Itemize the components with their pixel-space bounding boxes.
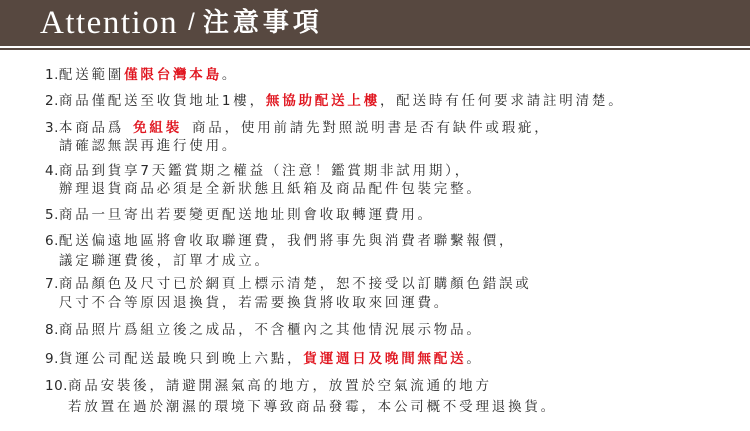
notice-line (59, 251, 515, 271)
notice-text: 商品一旦寄出若要變更配送地址則會收取轉運費用。 (58, 207, 434, 223)
notice-text: 若放置在過於潮濕的環境下導致商品發霉，本公司概不受理退換貨。 (67, 399, 557, 415)
notice-text: 商品顏色及尺寸已於網頁上標示清楚，恕不接受以訂購顏色錯誤或 (58, 276, 532, 292)
notice-item-1 (45, 66, 238, 84)
notice-item-6 (45, 231, 515, 271)
notice-body (59, 206, 434, 224)
notice-text: 貨運公司配送最晚只到晚上六點， (58, 351, 304, 367)
notice-text: 商品安裝後，請避開濕氣高的地方，放置於空氣流通的地方 (67, 378, 492, 394)
notice-line (68, 376, 557, 397)
notice-line (59, 66, 238, 84)
notice-line (59, 119, 551, 137)
notice-number: 1. (45, 67, 59, 83)
page-title (40, 0, 323, 46)
notice-highlight: 僅限台灣本島 (124, 67, 222, 83)
notice-body (59, 66, 238, 84)
notice-body (59, 92, 625, 110)
notice-line (59, 92, 625, 110)
notice-text: 配送偏遠地區將會收取聯運費，我們將事先與消費者聯繫報價， (58, 233, 516, 249)
notice-body (59, 275, 532, 313)
notice-number: 4. (45, 163, 59, 179)
notice-body (59, 162, 483, 198)
notice-item-2 (45, 92, 625, 110)
notice-number: 9. (45, 351, 59, 367)
notice-text: 辦理退貨商品必須是全新狀態且紙箱及商品配件包裝完整。 (58, 181, 483, 197)
header-divider (0, 48, 750, 50)
notice-item-3 (45, 119, 551, 155)
notice-number: 3. (45, 120, 59, 136)
notice-line (59, 294, 532, 313)
notice-number: 2. (45, 93, 59, 109)
notice-line (59, 162, 483, 180)
notice-line (59, 231, 515, 251)
notice-text: 商品到貨享7天鑑賞期之權益（注意！鑑賞期非試用期）， (58, 163, 472, 179)
notice-text: 尺寸不合等原因退換貨，若需要換貨將收取來回運費。 (58, 295, 451, 311)
notice-item-10 (45, 376, 557, 418)
notice-text: 。 (466, 351, 483, 367)
notice-item-5 (45, 206, 434, 224)
notice-highlight: 貨運週日及晚間無配送 (303, 351, 467, 367)
notice-text: 請確認無誤再進行使用。 (58, 138, 239, 154)
notice-text: 議定聯運費後，訂單才成立。 (58, 253, 271, 269)
notice-line (59, 137, 551, 155)
notice-text: 本商品爲 (58, 120, 125, 136)
notice-highlight: 無協助配送上樓 (265, 93, 380, 109)
notice-text: 商品照片爲組立後之成品，不含櫃內之其他情況展示物品。 (58, 322, 483, 338)
notice-number: 5. (45, 207, 59, 223)
notice-line (59, 275, 532, 294)
title-separator: / (188, 9, 195, 36)
notice-item-4 (45, 162, 483, 198)
notice-item-8 (45, 321, 483, 339)
notice-body (59, 321, 483, 339)
notice-body (68, 376, 557, 418)
notice-item-9 (45, 350, 483, 368)
notice-item-7 (45, 275, 532, 313)
notice-line (59, 321, 483, 339)
header-bar (0, 0, 750, 46)
notice-number: 6. (45, 233, 59, 249)
notice-line (59, 180, 483, 198)
notice-text: 。 (221, 67, 239, 83)
notice-number: 10. (45, 378, 68, 394)
notice-highlight: 免組裝 (133, 120, 182, 136)
notice-body (59, 119, 551, 155)
notice-line (59, 206, 434, 224)
notice-number: 8. (45, 322, 59, 338)
notice-body (59, 350, 483, 368)
notice-text: 商品僅配送至收貨地址1樓， (58, 93, 266, 109)
notice-line (68, 397, 557, 418)
notice-text: 配送範圍 (58, 67, 125, 83)
notice-text: ，配送時有任何要求請註明清楚。 (380, 93, 625, 109)
notice-body (59, 231, 515, 271)
notice-line (59, 350, 483, 368)
notice-text: 商品，使用前請先對照説明書是否有缺件或瑕疵， (192, 120, 551, 136)
title-chinese: 注意事項 (202, 8, 323, 38)
notice-number: 7. (45, 276, 59, 292)
title-english: Attention (40, 5, 179, 41)
